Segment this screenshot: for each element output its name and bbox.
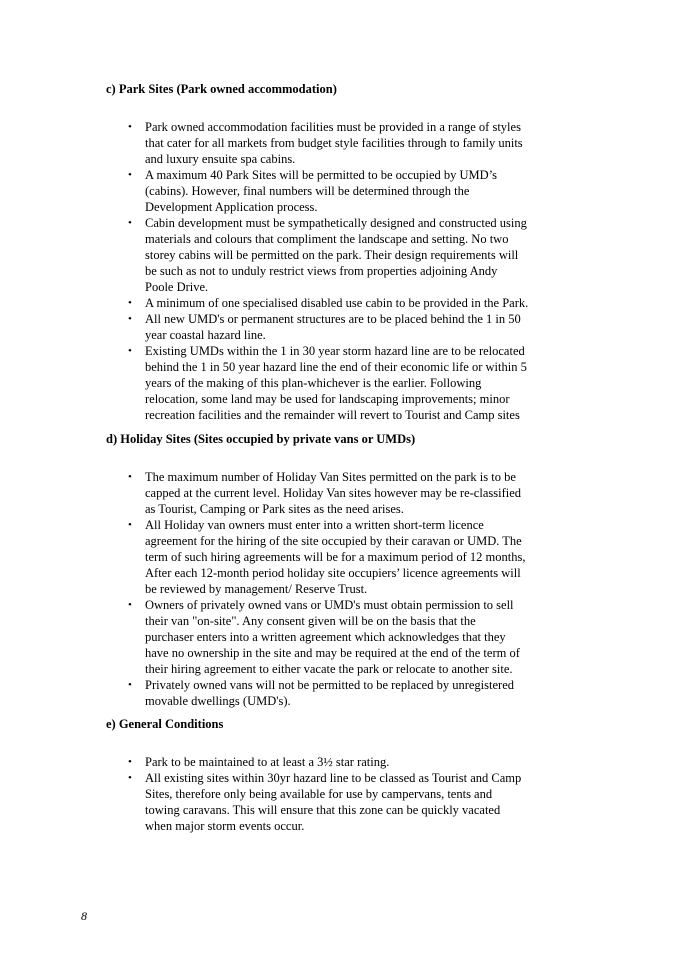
list-item-line: (cabins). However, final numbers will be determined through the [145, 184, 470, 198]
list-item [106, 770, 576, 834]
list-item-line: All new UMD's or permanent structures are to be placed behind the 1 in 50 [145, 312, 521, 326]
list-item [106, 295, 576, 311]
list-item-line: Park owned accommodation facilities must be provided in a range of styles [145, 120, 521, 134]
list-item [106, 677, 576, 709]
list-item-line: and luxury ensuite spa cabins. [145, 152, 296, 166]
list-item-line: Development Application process. [145, 200, 318, 214]
bullet-icon: • [128, 169, 132, 181]
list-item-line: that cater for all markets from budget style facilities through to family units [145, 136, 523, 150]
list-item-line: Cabin development must be sympathetically designed and constructed using [145, 216, 527, 230]
list-item-line: All existing sites within 30yr hazard line to be classed as Tourist and Camp [145, 771, 522, 785]
list-item-line: Privately owned vans will not be permitted to be replaced by unregistered [145, 678, 514, 692]
bullet-list [106, 119, 576, 423]
list-item-line: storey cabins will be permitted on the park. Their design requirements will [145, 248, 519, 262]
section-heading: c) Park Sites (Park owned accommodation) [106, 82, 337, 96]
section-park-sites [106, 81, 576, 423]
bullet-icon: • [128, 345, 132, 357]
list-item-line: All Holiday van owners must enter into a written short-term licence [145, 518, 484, 532]
list-item-line: A minimum of one specialised disabled use cabin to be provided in the Park. [145, 296, 529, 310]
bullet-list [106, 754, 576, 834]
list-item-line: recreation facilities and the remainder will revert to Tourist and Camp sites [145, 408, 520, 422]
bullet-icon: • [128, 313, 132, 325]
list-item [106, 343, 576, 423]
list-item [106, 167, 576, 215]
bullet-list [106, 469, 576, 709]
list-item-line: capped at the current level. Holiday Van sites however may be re-classified [145, 486, 522, 500]
list-item [106, 517, 576, 597]
list-item-line: relocation, some land may be used for landscaping improvements; minor [145, 392, 510, 406]
list-item-line: term of such hiring agreements will be for a maximum period of 12 months, [145, 550, 526, 564]
list-item [106, 597, 576, 677]
list-item-line: year coastal hazard line. [145, 328, 266, 342]
list-item-line: their hiring agreement to either vacate the park or relocate to another site. [145, 662, 513, 676]
list-item-line: be such as not to unduly restrict views from properties adjoining Andy [145, 264, 498, 278]
list-item-line: Sites, therefore only being available for use by campervans, tents and [145, 787, 493, 801]
list-item-line: Owners of privately owned vans or UMD's must obtain permission to sell [145, 598, 514, 612]
section-heading: e) General Conditions [106, 717, 224, 731]
bullet-icon: • [128, 599, 132, 611]
list-item-line: After each 12-month period holiday site occupiers’ licence agreements will [145, 566, 521, 580]
bullet-icon: • [128, 772, 132, 784]
list-item-line: Poole Drive. [145, 280, 209, 294]
list-item-line: when major storm events occur. [145, 819, 305, 833]
list-item-line: agreement for the hiring of the site occupied by their caravan or UMD. The [145, 534, 522, 548]
page-number: 8 [81, 909, 87, 923]
bullet-icon: • [128, 217, 132, 229]
bullet-icon: • [128, 679, 132, 691]
list-item-line: behind the 1 in 50 year hazard line the end of their economic life or within 5 [145, 360, 527, 374]
list-item-line: as Tourist, Camping or Park sites as the need arises. [145, 502, 404, 516]
section-heading: d) Holiday Sites (Sites occupied by private vans or UMDs) [106, 432, 416, 446]
list-item-line: years of the making of this plan-whichever is the earlier. Following [145, 376, 482, 390]
list-item-line: their van "on-site". Any consent given will be on the basis that the [145, 614, 476, 628]
list-item [106, 469, 576, 517]
section-general-conditions [106, 716, 576, 834]
bullet-icon: • [128, 519, 132, 531]
list-item-line: movable dwellings (UMD's). [145, 694, 291, 708]
list-item-line: materials and colours that compliment the landscape and setting. No two [145, 232, 509, 246]
list-item [106, 311, 576, 343]
list-item-line: The maximum number of Holiday Van Sites permitted on the park is to be [145, 470, 516, 484]
list-item-line: towing caravans. This will ensure that this zone can be quickly vacated [145, 803, 501, 817]
list-item [106, 215, 576, 295]
list-item [106, 754, 576, 770]
bullet-icon: • [128, 756, 132, 768]
list-item-line: be reviewed by management/ Reserve Trust. [145, 582, 368, 596]
bullet-icon: • [128, 297, 132, 309]
list-item-line: Park to be maintained to at least a 3½ star rating. [145, 755, 390, 769]
list-item [106, 119, 576, 167]
list-item-line: Existing UMDs within the 1 in 30 year storm hazard line are to be relocated [145, 344, 525, 358]
list-item-line: have no ownership in the site and may be required at the end of the term of [145, 646, 520, 660]
bullet-icon: • [128, 121, 132, 133]
list-item-line: purchaser enters into a written agreement which acknowledges that they [145, 630, 506, 644]
list-item-line: A maximum 40 Park Sites will be permitted to be occupied by UMD’s [145, 168, 498, 182]
section-holiday-sites [106, 431, 576, 709]
bullet-icon: • [128, 471, 132, 483]
